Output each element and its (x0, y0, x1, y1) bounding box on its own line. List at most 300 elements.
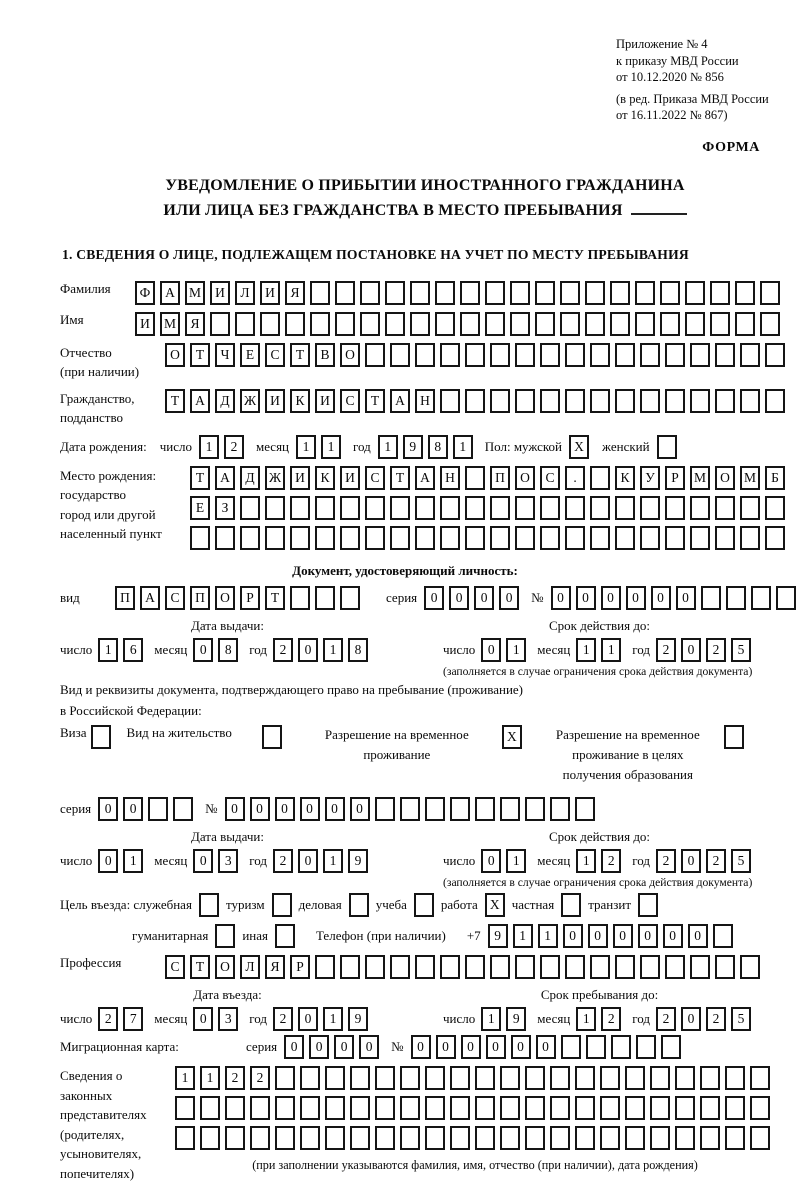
char-cell[interactable] (360, 281, 380, 305)
char-cell[interactable]: 1 (481, 1007, 501, 1031)
char-cell[interactable]: И (340, 466, 360, 490)
char-cell[interactable]: 0 (436, 1035, 456, 1059)
char-cell[interactable]: 0 (350, 797, 370, 821)
char-cell[interactable] (490, 955, 510, 979)
purpose-private-checkbox[interactable] (561, 893, 581, 917)
char-cell[interactable] (365, 955, 385, 979)
char-cell[interactable] (625, 1066, 645, 1090)
char-cell[interactable]: 0 (193, 638, 213, 662)
char-cell[interactable]: 1 (321, 435, 341, 459)
char-cell[interactable]: Ж (240, 389, 260, 413)
char-cell[interactable]: 2 (601, 849, 621, 873)
char-cell[interactable]: 2 (706, 1007, 726, 1031)
char-cell[interactable]: Е (190, 496, 210, 520)
char-cell[interactable]: 2 (706, 638, 726, 662)
char-cell[interactable] (375, 1066, 395, 1090)
char-cell[interactable] (450, 1126, 470, 1150)
char-cell[interactable] (561, 1035, 581, 1059)
char-cell[interactable]: 2 (224, 435, 244, 459)
char-cell[interactable]: 2 (225, 1066, 245, 1090)
char-cell[interactable] (440, 955, 460, 979)
char-cell[interactable]: Я (185, 312, 205, 336)
char-cell[interactable] (440, 389, 460, 413)
char-cell[interactable] (525, 1126, 545, 1150)
char-cell[interactable]: Т (190, 343, 210, 367)
char-cell[interactable]: 2 (706, 849, 726, 873)
char-cell[interactable] (735, 281, 755, 305)
char-cell[interactable] (615, 526, 635, 550)
char-cell[interactable]: 9 (403, 435, 423, 459)
char-cell[interactable]: 1 (576, 638, 596, 662)
char-cell[interactable] (515, 343, 535, 367)
char-cell[interactable] (550, 1126, 570, 1150)
char-cell[interactable]: И (135, 312, 155, 336)
char-cell[interactable]: 0 (486, 1035, 506, 1059)
char-cell[interactable]: 1 (538, 924, 558, 948)
char-cell[interactable]: К (615, 466, 635, 490)
char-cell[interactable] (675, 1096, 695, 1120)
char-cell[interactable]: И (290, 466, 310, 490)
char-cell[interactable]: 0 (613, 924, 633, 948)
char-cell[interactable]: Д (215, 389, 235, 413)
char-cell[interactable] (225, 1096, 245, 1120)
char-cell[interactable] (710, 281, 730, 305)
char-cell[interactable] (760, 312, 780, 336)
char-cell[interactable] (765, 389, 785, 413)
char-cell[interactable]: О (715, 466, 735, 490)
char-cell[interactable] (575, 1096, 595, 1120)
char-cell[interactable] (425, 1126, 445, 1150)
char-cell[interactable]: 1 (98, 638, 118, 662)
char-cell[interactable] (400, 1066, 420, 1090)
char-cell[interactable] (175, 1126, 195, 1150)
char-cell[interactable] (540, 389, 560, 413)
char-cell[interactable]: О (215, 586, 235, 610)
char-cell[interactable]: 0 (298, 849, 318, 873)
char-cell[interactable] (590, 343, 610, 367)
char-cell[interactable] (590, 496, 610, 520)
char-cell[interactable] (460, 281, 480, 305)
char-cell[interactable]: 9 (348, 1007, 368, 1031)
char-cell[interactable]: А (390, 389, 410, 413)
char-cell[interactable] (515, 955, 535, 979)
char-cell[interactable]: Я (265, 955, 285, 979)
char-cell[interactable]: 0 (481, 849, 501, 873)
char-cell[interactable] (600, 1066, 620, 1090)
char-cell[interactable] (500, 1126, 520, 1150)
char-cell[interactable] (410, 281, 430, 305)
char-cell[interactable]: 2 (601, 1007, 621, 1031)
char-cell[interactable] (713, 924, 733, 948)
char-cell[interactable] (240, 496, 260, 520)
char-cell[interactable] (425, 1066, 445, 1090)
char-cell[interactable] (725, 1066, 745, 1090)
purpose-study-checkbox[interactable] (414, 893, 434, 917)
char-cell[interactable] (390, 343, 410, 367)
char-cell[interactable]: 1 (296, 435, 316, 459)
char-cell[interactable] (665, 343, 685, 367)
char-cell[interactable] (285, 312, 305, 336)
char-cell[interactable] (685, 281, 705, 305)
char-cell[interactable]: Д (240, 466, 260, 490)
char-cell[interactable] (776, 586, 796, 610)
char-cell[interactable] (250, 1126, 270, 1150)
char-cell[interactable]: О (165, 343, 185, 367)
char-cell[interactable]: 0 (275, 797, 295, 821)
char-cell[interactable] (635, 312, 655, 336)
purpose-business-checkbox[interactable] (349, 893, 369, 917)
char-cell[interactable] (540, 955, 560, 979)
char-cell[interactable]: 1 (506, 849, 526, 873)
char-cell[interactable]: 1 (513, 924, 533, 948)
char-cell[interactable] (500, 1066, 520, 1090)
char-cell[interactable]: Т (265, 586, 285, 610)
char-cell[interactable] (760, 281, 780, 305)
purpose-work-checkbox[interactable]: X (485, 893, 505, 917)
char-cell[interactable]: Р (240, 586, 260, 610)
char-cell[interactable]: 1 (453, 435, 473, 459)
char-cell[interactable] (250, 1096, 270, 1120)
female-checkbox[interactable] (657, 435, 677, 459)
char-cell[interactable]: 0 (449, 586, 469, 610)
char-cell[interactable]: 1 (200, 1066, 220, 1090)
char-cell[interactable]: Р (665, 466, 685, 490)
char-cell[interactable] (515, 526, 535, 550)
char-cell[interactable] (465, 389, 485, 413)
char-cell[interactable] (300, 1126, 320, 1150)
char-cell[interactable]: С (340, 389, 360, 413)
char-cell[interactable] (260, 312, 280, 336)
char-cell[interactable]: 0 (563, 924, 583, 948)
char-cell[interactable] (290, 526, 310, 550)
char-cell[interactable]: Т (165, 389, 185, 413)
char-cell[interactable] (300, 1096, 320, 1120)
char-cell[interactable] (440, 526, 460, 550)
char-cell[interactable] (415, 955, 435, 979)
char-cell[interactable] (700, 1096, 720, 1120)
char-cell[interactable] (240, 526, 260, 550)
char-cell[interactable]: О (215, 955, 235, 979)
char-cell[interactable] (550, 797, 570, 821)
char-cell[interactable] (490, 389, 510, 413)
char-cell[interactable] (475, 1126, 495, 1150)
char-cell[interactable] (435, 281, 455, 305)
char-cell[interactable] (600, 1096, 620, 1120)
char-cell[interactable] (690, 343, 710, 367)
char-cell[interactable] (315, 586, 335, 610)
char-cell[interactable] (590, 389, 610, 413)
purpose-tourism-checkbox[interactable] (272, 893, 292, 917)
char-cell[interactable] (590, 526, 610, 550)
char-cell[interactable]: 0 (576, 586, 596, 610)
char-cell[interactable] (701, 586, 721, 610)
char-cell[interactable]: А (140, 586, 160, 610)
char-cell[interactable] (375, 797, 395, 821)
char-cell[interactable] (715, 526, 735, 550)
char-cell[interactable] (550, 1096, 570, 1120)
char-cell[interactable] (485, 281, 505, 305)
char-cell[interactable] (475, 1066, 495, 1090)
char-cell[interactable]: Я (285, 281, 305, 305)
char-cell[interactable]: И (265, 389, 285, 413)
char-cell[interactable] (510, 281, 530, 305)
char-cell[interactable]: 1 (199, 435, 219, 459)
char-cell[interactable] (640, 389, 660, 413)
char-cell[interactable]: У (640, 466, 660, 490)
char-cell[interactable] (465, 343, 485, 367)
char-cell[interactable] (450, 797, 470, 821)
char-cell[interactable]: 0 (309, 1035, 329, 1059)
char-cell[interactable] (500, 1096, 520, 1120)
char-cell[interactable] (750, 1126, 770, 1150)
char-cell[interactable]: 2 (98, 1007, 118, 1031)
char-cell[interactable]: О (515, 466, 535, 490)
char-cell[interactable]: 0 (681, 1007, 701, 1031)
char-cell[interactable] (690, 496, 710, 520)
char-cell[interactable] (510, 312, 530, 336)
char-cell[interactable] (400, 797, 420, 821)
char-cell[interactable] (340, 496, 360, 520)
char-cell[interactable]: А (160, 281, 180, 305)
char-cell[interactable] (385, 312, 405, 336)
char-cell[interactable]: 0 (193, 1007, 213, 1031)
char-cell[interactable] (350, 1126, 370, 1150)
char-cell[interactable] (625, 1096, 645, 1120)
char-cell[interactable]: 1 (506, 638, 526, 662)
char-cell[interactable] (265, 526, 285, 550)
char-cell[interactable]: 2 (250, 1066, 270, 1090)
char-cell[interactable] (740, 389, 760, 413)
char-cell[interactable] (575, 797, 595, 821)
char-cell[interactable] (610, 312, 630, 336)
char-cell[interactable] (615, 389, 635, 413)
char-cell[interactable] (435, 312, 455, 336)
char-cell[interactable] (440, 496, 460, 520)
char-cell[interactable]: Л (240, 955, 260, 979)
char-cell[interactable]: И (260, 281, 280, 305)
char-cell[interactable] (490, 496, 510, 520)
char-cell[interactable]: 1 (601, 638, 621, 662)
char-cell[interactable]: 0 (481, 638, 501, 662)
char-cell[interactable]: 8 (428, 435, 448, 459)
temp-residence-checkbox[interactable]: X (502, 725, 522, 749)
char-cell[interactable]: 0 (626, 586, 646, 610)
char-cell[interactable] (726, 586, 746, 610)
char-cell[interactable] (350, 1066, 370, 1090)
char-cell[interactable]: 0 (300, 797, 320, 821)
char-cell[interactable]: И (210, 281, 230, 305)
char-cell[interactable] (565, 526, 585, 550)
char-cell[interactable] (690, 389, 710, 413)
char-cell[interactable]: 3 (218, 1007, 238, 1031)
char-cell[interactable] (200, 1126, 220, 1150)
char-cell[interactable]: 0 (411, 1035, 431, 1059)
char-cell[interactable]: А (190, 389, 210, 413)
purpose-humanitarian-checkbox[interactable] (215, 924, 235, 948)
char-cell[interactable] (275, 1126, 295, 1150)
char-cell[interactable] (235, 312, 255, 336)
char-cell[interactable] (740, 343, 760, 367)
char-cell[interactable]: М (185, 281, 205, 305)
char-cell[interactable] (515, 496, 535, 520)
char-cell[interactable] (365, 526, 385, 550)
char-cell[interactable] (625, 1126, 645, 1150)
char-cell[interactable] (475, 797, 495, 821)
char-cell[interactable] (365, 343, 385, 367)
char-cell[interactable] (665, 496, 685, 520)
char-cell[interactable] (335, 281, 355, 305)
char-cell[interactable]: . (565, 466, 585, 490)
char-cell[interactable]: Ф (135, 281, 155, 305)
char-cell[interactable]: З (215, 496, 235, 520)
char-cell[interactable]: 0 (681, 638, 701, 662)
char-cell[interactable] (200, 1096, 220, 1120)
char-cell[interactable] (215, 526, 235, 550)
temp-residence-edu-checkbox[interactable] (724, 725, 744, 749)
char-cell[interactable] (515, 389, 535, 413)
char-cell[interactable] (275, 1096, 295, 1120)
char-cell[interactable] (575, 1066, 595, 1090)
char-cell[interactable] (735, 312, 755, 336)
char-cell[interactable]: 3 (218, 849, 238, 873)
char-cell[interactable] (690, 526, 710, 550)
char-cell[interactable]: Е (240, 343, 260, 367)
char-cell[interactable] (715, 343, 735, 367)
char-cell[interactable]: 1 (576, 849, 596, 873)
char-cell[interactable] (750, 1066, 770, 1090)
char-cell[interactable] (190, 526, 210, 550)
char-cell[interactable] (290, 496, 310, 520)
char-cell[interactable] (365, 496, 385, 520)
char-cell[interactable] (325, 1096, 345, 1120)
char-cell[interactable] (525, 1096, 545, 1120)
char-cell[interactable] (265, 496, 285, 520)
char-cell[interactable]: 9 (506, 1007, 526, 1031)
char-cell[interactable] (586, 1035, 606, 1059)
char-cell[interactable]: 0 (325, 797, 345, 821)
char-cell[interactable]: 0 (676, 586, 696, 610)
char-cell[interactable] (390, 496, 410, 520)
char-cell[interactable]: Т (190, 466, 210, 490)
char-cell[interactable] (540, 496, 560, 520)
char-cell[interactable]: 0 (588, 924, 608, 948)
char-cell[interactable]: 9 (348, 849, 368, 873)
char-cell[interactable] (565, 496, 585, 520)
char-cell[interactable] (665, 955, 685, 979)
char-cell[interactable] (465, 955, 485, 979)
char-cell[interactable]: Т (390, 466, 410, 490)
char-cell[interactable]: Т (290, 343, 310, 367)
char-cell[interactable] (685, 312, 705, 336)
char-cell[interactable] (410, 312, 430, 336)
char-cell[interactable] (415, 343, 435, 367)
char-cell[interactable]: Н (415, 389, 435, 413)
char-cell[interactable] (700, 1126, 720, 1150)
char-cell[interactable]: 5 (731, 849, 751, 873)
char-cell[interactable] (690, 955, 710, 979)
char-cell[interactable] (440, 343, 460, 367)
char-cell[interactable] (460, 312, 480, 336)
char-cell[interactable] (615, 955, 635, 979)
visa-checkbox[interactable] (91, 725, 111, 749)
char-cell[interactable] (610, 281, 630, 305)
char-cell[interactable] (640, 955, 660, 979)
char-cell[interactable]: И (315, 389, 335, 413)
char-cell[interactable] (590, 466, 610, 490)
char-cell[interactable] (300, 1066, 320, 1090)
char-cell[interactable]: 0 (334, 1035, 354, 1059)
char-cell[interactable]: М (740, 466, 760, 490)
char-cell[interactable] (740, 496, 760, 520)
char-cell[interactable] (661, 1035, 681, 1059)
char-cell[interactable]: 2 (273, 1007, 293, 1031)
char-cell[interactable] (290, 586, 310, 610)
char-cell[interactable]: 0 (651, 586, 671, 610)
char-cell[interactable] (765, 496, 785, 520)
char-cell[interactable] (675, 1066, 695, 1090)
char-cell[interactable]: С (165, 955, 185, 979)
char-cell[interactable] (585, 312, 605, 336)
char-cell[interactable] (310, 312, 330, 336)
char-cell[interactable] (740, 526, 760, 550)
char-cell[interactable]: 0 (536, 1035, 556, 1059)
char-cell[interactable]: 1 (323, 849, 343, 873)
char-cell[interactable] (725, 1126, 745, 1150)
char-cell[interactable]: С (540, 466, 560, 490)
char-cell[interactable] (565, 343, 585, 367)
char-cell[interactable]: 8 (218, 638, 238, 662)
char-cell[interactable] (665, 389, 685, 413)
char-cell[interactable] (385, 281, 405, 305)
char-cell[interactable] (590, 955, 610, 979)
char-cell[interactable] (275, 1066, 295, 1090)
char-cell[interactable] (325, 1126, 345, 1150)
char-cell[interactable] (475, 1096, 495, 1120)
char-cell[interactable]: 7 (123, 1007, 143, 1031)
char-cell[interactable] (425, 797, 445, 821)
char-cell[interactable]: В (315, 343, 335, 367)
char-cell[interactable] (390, 955, 410, 979)
char-cell[interactable] (315, 955, 335, 979)
char-cell[interactable] (535, 281, 555, 305)
char-cell[interactable]: 0 (193, 849, 213, 873)
char-cell[interactable] (450, 1066, 470, 1090)
char-cell[interactable] (148, 797, 168, 821)
char-cell[interactable] (700, 1066, 720, 1090)
char-cell[interactable] (210, 312, 230, 336)
char-cell[interactable] (640, 343, 660, 367)
char-cell[interactable] (765, 343, 785, 367)
char-cell[interactable] (585, 281, 605, 305)
char-cell[interactable] (465, 496, 485, 520)
char-cell[interactable]: 0 (98, 849, 118, 873)
char-cell[interactable]: 2 (273, 638, 293, 662)
char-cell[interactable] (400, 1126, 420, 1150)
char-cell[interactable] (710, 312, 730, 336)
char-cell[interactable]: 0 (250, 797, 270, 821)
char-cell[interactable]: С (365, 466, 385, 490)
char-cell[interactable]: 0 (98, 797, 118, 821)
char-cell[interactable] (560, 281, 580, 305)
char-cell[interactable]: Т (190, 955, 210, 979)
char-cell[interactable] (640, 526, 660, 550)
char-cell[interactable] (615, 496, 635, 520)
char-cell[interactable] (550, 1066, 570, 1090)
char-cell[interactable]: 0 (638, 924, 658, 948)
char-cell[interactable] (415, 526, 435, 550)
char-cell[interactable]: 1 (378, 435, 398, 459)
char-cell[interactable]: Н (440, 466, 460, 490)
